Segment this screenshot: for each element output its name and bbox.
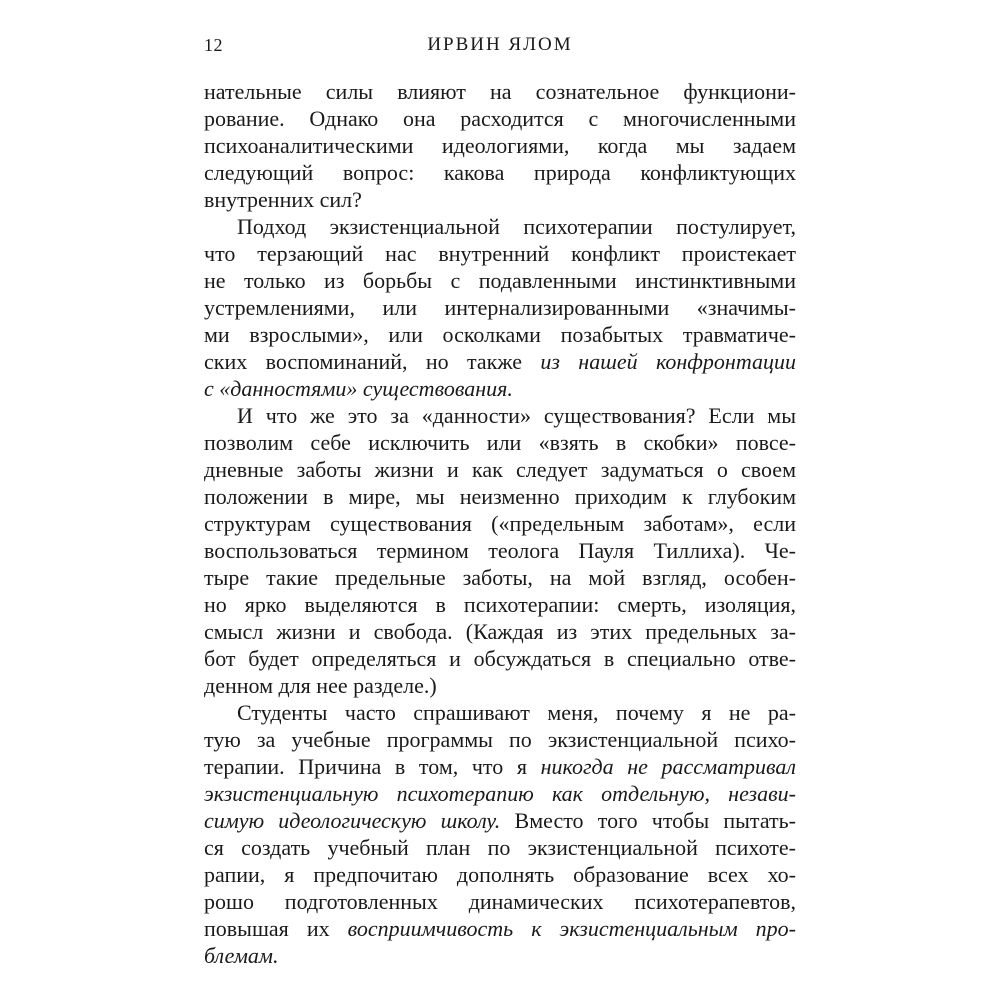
text-segment: рапии, я предпочитаю дополнять образование всех хо- <box>204 862 796 887</box>
text-segment: И что же это за «данности» существования? Если мы <box>237 403 796 428</box>
text-segment: тыре такие предельные заботы, на мой взгляд, особен- <box>204 565 796 590</box>
page-number: 12 <box>204 35 223 55</box>
text-segment: позволим себе исключить или «взять в скобки» повсе- <box>204 430 796 455</box>
text-line <box>204 726 796 753</box>
text-line <box>204 510 796 537</box>
text-segment: воспользоваться термином теолога Пауля Тиллиха). Че- <box>204 538 796 563</box>
text-line <box>204 429 796 456</box>
italic-text-segment: никогда не рассматривал <box>540 754 796 779</box>
text-line <box>204 348 796 375</box>
text-line <box>204 240 796 267</box>
text-line <box>204 402 796 429</box>
text-segment: ся создать учебный план по экзистенциальной психоте- <box>204 835 796 860</box>
text-line <box>204 618 796 645</box>
text-line <box>204 105 796 132</box>
text-line <box>204 132 796 159</box>
text-line <box>204 915 796 942</box>
text-segment: ми взрослыми», или осколками позабытых травматиче- <box>204 322 796 347</box>
text-line <box>204 753 796 780</box>
text-line <box>204 672 796 699</box>
text-segment: бот будет определяться и обсуждаться в специально отве- <box>204 646 796 671</box>
text-line <box>204 186 796 213</box>
text-segment: не только из борьбы с подавленными инстинктивными <box>204 268 796 293</box>
text-line <box>204 807 796 834</box>
italic-text-segment: блемам. <box>204 943 279 968</box>
text-segment: следующий вопрос: какова природа конфликтующих <box>204 160 796 185</box>
page-header <box>204 34 796 56</box>
text-line <box>204 321 796 348</box>
text-segment: денном для нее разделе.) <box>204 673 437 698</box>
text-segment: психоаналитическими идеологиями, когда мы задаем <box>204 133 796 158</box>
text-line <box>204 564 796 591</box>
italic-text-segment: восприимчивость к экзистенциальным про- <box>347 916 796 941</box>
text-segment: что терзающий нас внутренний конфликт проистекает <box>204 241 796 266</box>
text-line <box>204 861 796 888</box>
text-line <box>204 537 796 564</box>
text-line <box>204 888 796 915</box>
text-line <box>204 456 796 483</box>
text-line <box>204 213 796 240</box>
text-line <box>204 645 796 672</box>
text-line <box>204 267 796 294</box>
text-segment: Вместо того чтобы пытать- <box>500 808 796 833</box>
running-header: ИРВИН ЯЛОМ <box>427 34 573 55</box>
text-segment: смысл жизни и свобода. (Каждая из этих предельных за- <box>204 619 796 644</box>
text-segment: ских воспоминаний, но также <box>204 349 541 374</box>
text-line <box>204 591 796 618</box>
text-segment: рование. Однако она расходится с многочисленными <box>204 106 796 131</box>
text-line <box>204 375 796 402</box>
italic-text-segment: экзистенциальную психотерапию как отдельную, незави- <box>204 781 796 806</box>
italic-text-segment: симую идеологическую школу. <box>204 808 501 833</box>
text-line <box>204 942 796 969</box>
text-line <box>204 483 796 510</box>
text-segment: структурам существования («предельным заботам», если <box>204 511 796 536</box>
text-segment: тую за учебные программы по экзистенциальной психо- <box>204 727 796 752</box>
text-segment: рошо подготовленных динамических психотерапевтов, <box>204 889 796 914</box>
text-line <box>204 159 796 186</box>
text-segment: Студенты часто спрашивают меня, почему я не ра- <box>237 700 796 725</box>
text-segment: повышая их <box>204 916 348 941</box>
text-line <box>204 294 796 321</box>
italic-text-segment: с «данностями» существования. <box>204 376 513 401</box>
text-segment: устремлениями, или интернализированными «значимы- <box>204 295 796 320</box>
italic-text-segment: из нашей конфронтации <box>540 349 796 374</box>
text-segment: Подход экзистенциальной психотерапии постулирует, <box>237 214 796 239</box>
text-segment: положении в мире, мы неизменно приходим к глубоким <box>204 484 796 509</box>
text-segment: внутренних сил? <box>204 187 362 212</box>
text-segment: дневные заботы жизни и как следует задуматься о своем <box>204 457 796 482</box>
text-segment: терапии. Причина в том, что я <box>204 754 541 779</box>
text-line <box>204 834 796 861</box>
page-text <box>204 78 796 969</box>
text-line <box>204 699 796 726</box>
text-line <box>204 780 796 807</box>
text-segment: но ярко выделяются в психотерапии: смерть, изоляция, <box>204 592 796 617</box>
text-segment: нательные силы влияют на сознательное функциони- <box>204 79 796 104</box>
text-line <box>204 78 796 105</box>
